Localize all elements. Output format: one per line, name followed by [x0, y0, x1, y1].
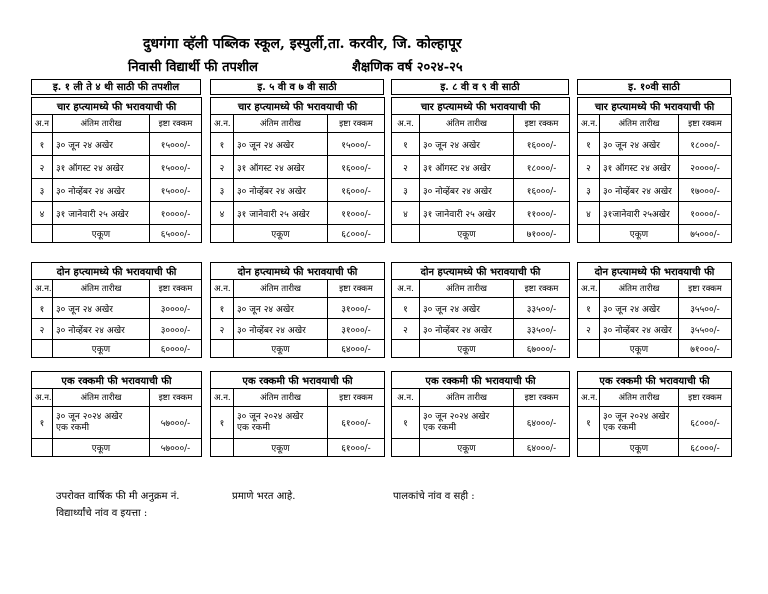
- column-header-date: अंतिम तारीख: [600, 280, 679, 298]
- column-header-amount: इष्टा रक्कम: [328, 280, 385, 298]
- total-blank: [578, 439, 600, 457]
- row-date: [234, 407, 328, 439]
- row-sn: ३: [211, 179, 234, 202]
- footer-parent-signature: पालकांचे नांव व सही :: [393, 491, 475, 502]
- column-header-date: अंतिम तारीख: [420, 389, 514, 407]
- row-sn: १: [211, 298, 234, 319]
- row-amount: १६०००/-: [514, 179, 570, 202]
- column-header-sn: अ.न.: [392, 280, 420, 298]
- total-label: एकूण: [600, 439, 679, 457]
- total-row: [392, 225, 570, 243]
- total-blank: [32, 439, 53, 457]
- one-installment-table: [391, 371, 570, 457]
- column-header-sn: अ.न.: [211, 115, 234, 133]
- row-sn: २: [392, 319, 420, 340]
- column-header-date: अंतिम तारीख: [600, 389, 679, 407]
- table-title: दोन हप्त्यामध्ये फी भरावयाची फी: [32, 263, 202, 280]
- row-sn: ४: [32, 202, 53, 225]
- total-row: [211, 340, 385, 358]
- column-header-amount: इष्टा रक्कम: [679, 115, 732, 133]
- row-sn: १: [211, 133, 234, 156]
- row-date: ३१ ऑगस्ट २४ अखेर: [600, 156, 679, 179]
- row-amount: ५७०००/-: [150, 407, 202, 439]
- row-amount: ३१०००/-: [328, 298, 385, 319]
- table-row: [211, 319, 385, 340]
- group-title: इ. ८ वी व ९ वी साठी: [391, 79, 569, 95]
- row-date: ३१ जानेवारी २५ अखेर: [53, 202, 150, 225]
- column-header-date: अंतिम तारीख: [53, 389, 150, 407]
- row-amount: १६०००/-: [328, 156, 385, 179]
- row-sn: १: [578, 133, 600, 156]
- row-date: ३० नोव्हेंबर २४ अखेर: [53, 319, 150, 340]
- row-date: ३० नोव्हेंबर २४ अखेर: [420, 319, 514, 340]
- total-blank: [392, 225, 420, 243]
- row-sn: १: [32, 407, 53, 439]
- row-sn: २: [578, 156, 600, 179]
- table-title: एक रक्कमी फी भरावयाची फी: [32, 372, 202, 389]
- footer-receipt-text: उपरोक्त वार्षिक फी मी अनुक्रम नं.: [56, 491, 180, 502]
- row-date: ३० जून २४ अखेर: [234, 133, 328, 156]
- total-amount: ६१०००/-: [328, 439, 385, 457]
- row-amount: २००००/-: [679, 156, 732, 179]
- row-sn: २: [578, 319, 600, 340]
- row-amount: ६१०००/-: [328, 407, 385, 439]
- table-row: [392, 298, 570, 319]
- table-row: [32, 319, 202, 340]
- row-date: ३१ जानेवारी २५ अखेर: [420, 202, 514, 225]
- row-sn: ३: [578, 179, 600, 202]
- row-sn: ४: [578, 202, 600, 225]
- column-header-date: अंतिम तारीख: [234, 389, 328, 407]
- two-installment-table: [391, 262, 570, 358]
- row-amount: १५०००/-: [150, 133, 202, 156]
- total-row: [578, 340, 732, 358]
- column-header-amount: इष्टा रक्कम: [150, 389, 202, 407]
- row-date: ३० जून २४ अखेर: [420, 133, 514, 156]
- total-blank: [32, 340, 53, 358]
- column-header-amount: इष्टा रक्कम: [328, 389, 385, 407]
- group-title: इ. १ ली ते ४ थी साठी फी तपशील: [31, 79, 201, 95]
- total-row: [32, 225, 202, 243]
- table-title: चार हप्त्यामध्ये फी भरावयाची फी: [578, 98, 732, 115]
- row-sn: २: [32, 156, 53, 179]
- total-label: एकूण: [420, 340, 514, 358]
- footer-student-name: विद्यार्थ्यांचे नांव व इयत्ता :: [56, 508, 148, 519]
- row-amount: ३१०००/-: [328, 319, 385, 340]
- row-date: ३० जून २४ अखेर: [600, 298, 679, 319]
- table-row: [32, 202, 202, 225]
- row-amount: ३३५००/-: [514, 319, 570, 340]
- group-title: इ. ५ वी व ७ वी साठी: [210, 79, 384, 95]
- column-header-date: अंतिम तारीख: [600, 115, 679, 133]
- row-sn: १: [211, 407, 234, 439]
- total-blank: [578, 340, 600, 358]
- row-date: [420, 407, 514, 439]
- table-row: [32, 407, 202, 439]
- column-header-sn: अ.न.: [211, 389, 234, 407]
- column-header-date: अंतिम तारीख: [420, 115, 514, 133]
- row-amount: ३००००/-: [150, 298, 202, 319]
- table-title: एक रक्कमी फी भरावयाची फी: [392, 372, 570, 389]
- row-date-line: ३० जून २०२४ अखेर: [603, 411, 670, 422]
- total-amount: ७५०००/-: [679, 225, 732, 243]
- four-installment-table: [210, 97, 385, 243]
- column-header-sn: अ.न.: [32, 389, 53, 407]
- row-date-note: एक रकमी: [423, 422, 457, 433]
- row-sn: १: [578, 407, 600, 439]
- table-title: दोन हप्त्यामध्ये फी भरावयाची फी: [392, 263, 570, 280]
- total-blank: [392, 340, 420, 358]
- row-amount: १५०००/-: [328, 133, 385, 156]
- table-row: [392, 202, 570, 225]
- row-date: [600, 407, 679, 439]
- total-label: एकूण: [234, 340, 328, 358]
- table-row: [578, 407, 732, 439]
- row-date: ३१ ऑगस्ट २४ अखेर: [420, 156, 514, 179]
- row-sn: ४: [392, 202, 420, 225]
- total-amount: ७१०००/-: [514, 225, 570, 243]
- row-amount: ११०००/-: [328, 202, 385, 225]
- total-label: एकूण: [53, 340, 150, 358]
- total-blank: [211, 439, 234, 457]
- column-header-amount: इष्टा रक्कम: [328, 115, 385, 133]
- row-amount: १००००/-: [150, 202, 202, 225]
- row-amount: ६८०००/-: [679, 407, 732, 439]
- table-row: [32, 133, 202, 156]
- row-date: ३० नोव्हेंबर २४ अखेर: [53, 179, 150, 202]
- table-row: [578, 133, 732, 156]
- table-row: [392, 407, 570, 439]
- table-row: [211, 407, 385, 439]
- total-amount: ६५०००/-: [150, 225, 202, 243]
- column-header-amount: इष्टा रक्कम: [150, 115, 202, 133]
- four-installment-table: [391, 97, 570, 243]
- row-date: ३१ ऑगस्ट २४ अखेर: [53, 156, 150, 179]
- column-header-sn: अ.न.: [211, 280, 234, 298]
- table-title: दोन हप्त्यामध्ये फी भरावयाची फी: [578, 263, 732, 280]
- column-header-date: अंतिम तारीख: [53, 115, 150, 133]
- academic-year: शैक्षणिक वर्ष २०२४-२५: [352, 60, 463, 75]
- row-amount: ३३५००/-: [514, 298, 570, 319]
- total-amount: ६७०००/-: [514, 340, 570, 358]
- row-amount: १६०००/-: [514, 133, 570, 156]
- column-header-sn: अ.न.: [32, 280, 53, 298]
- total-label: एकूण: [600, 340, 679, 358]
- row-date-note: एक रकमी: [56, 422, 90, 433]
- row-amount: ३५५००/-: [679, 319, 732, 340]
- row-date: ३० नोव्हेंबर २४ अखेर: [600, 319, 679, 340]
- table-row: [578, 319, 732, 340]
- table-title: चार हप्त्यामध्ये फी भरावयाची फी: [211, 98, 385, 115]
- row-date: ३० नोव्हेंबर २४ अखेर: [600, 179, 679, 202]
- row-amount: १८०००/-: [679, 133, 732, 156]
- table-row: [211, 133, 385, 156]
- row-date: ३१ जानेवारी २५ अखेर: [234, 202, 328, 225]
- total-label: एकूण: [420, 439, 514, 457]
- column-header-sn: अ.न.: [392, 389, 420, 407]
- row-sn: २: [32, 319, 53, 340]
- row-sn: १: [32, 133, 53, 156]
- total-blank: [32, 225, 53, 243]
- table-row: [392, 156, 570, 179]
- four-installment-table: [31, 97, 202, 243]
- row-sn: ३: [32, 179, 53, 202]
- row-amount: १६०००/-: [328, 179, 385, 202]
- total-row: [32, 439, 202, 457]
- column-header-sn: अ.न.: [392, 115, 420, 133]
- row-amount: १७०००/-: [679, 179, 732, 202]
- two-installment-table: [577, 262, 732, 358]
- table-title: चार हप्त्यामध्ये फी भरावयाची फी: [392, 98, 570, 115]
- row-sn: ३: [392, 179, 420, 202]
- row-sn: १: [392, 133, 420, 156]
- total-label: एकूण: [420, 225, 514, 243]
- group-title: इ. १०वी साठी: [577, 79, 731, 95]
- total-blank: [392, 439, 420, 457]
- row-sn: २: [211, 156, 234, 179]
- row-amount: १००००/-: [679, 202, 732, 225]
- row-amount: ३५५००/-: [679, 298, 732, 319]
- total-amount: ६४०००/-: [328, 340, 385, 358]
- footer-payment-text: प्रमाणे भरत आहे.: [232, 491, 296, 502]
- total-row: [32, 340, 202, 358]
- column-header-amount: इष्टा रक्कम: [514, 280, 570, 298]
- table-row: [392, 319, 570, 340]
- row-date: ३० जून २४ अखेर: [600, 133, 679, 156]
- table-row: [392, 179, 570, 202]
- row-amount: ६४०००/-: [514, 407, 570, 439]
- total-blank: [211, 340, 234, 358]
- table-title: एक रक्कमी फी भरावयाची फी: [578, 372, 732, 389]
- row-amount: १५०००/-: [150, 179, 202, 202]
- table-row: [578, 298, 732, 319]
- row-date: [53, 407, 150, 439]
- total-row: [211, 225, 385, 243]
- total-amount: ७१०००/-: [679, 340, 732, 358]
- row-date-note: एक रकमी: [603, 422, 637, 433]
- table-row: [32, 298, 202, 319]
- row-date-note: एक रकमी: [237, 422, 271, 433]
- row-date-line: ३० जून २०२४ अखेर: [56, 411, 123, 422]
- column-header-amount: इष्टा रक्कम: [150, 280, 202, 298]
- table-row: [578, 156, 732, 179]
- total-row: [211, 439, 385, 457]
- row-date: ३० जून २४ अखेर: [53, 133, 150, 156]
- page-subtitle: निवासी विद्यार्थी फी तपशील: [128, 60, 258, 75]
- row-sn: १: [392, 298, 420, 319]
- row-sn: २: [211, 319, 234, 340]
- row-date: ३० नोव्हेंबर २४ अखेर: [420, 179, 514, 202]
- table-row: [211, 298, 385, 319]
- row-amount: ३००००/-: [150, 319, 202, 340]
- table-row: [32, 156, 202, 179]
- row-date: ३० जून २४ अखेर: [53, 298, 150, 319]
- row-date: ३० जून २४ अखेर: [234, 298, 328, 319]
- column-header-amount: इष्टा रक्कम: [514, 389, 570, 407]
- row-date-line: ३० जून २०२४ अखेर: [423, 411, 490, 422]
- row-date-line: ३० जून २०२४ अखेर: [237, 411, 304, 422]
- table-row: [211, 202, 385, 225]
- column-header-date: अंतिम तारीख: [234, 115, 328, 133]
- total-label: एकूण: [53, 439, 150, 457]
- total-amount: ६४०००/-: [514, 439, 570, 457]
- one-installment-table: [577, 371, 732, 457]
- column-header-sn: अ.न: [32, 115, 53, 133]
- row-date: ३१जानेवारी २५अखेर: [600, 202, 679, 225]
- column-header-date: अंतिम तारीख: [420, 280, 514, 298]
- two-installment-table: [31, 262, 202, 358]
- table-title: चार हप्त्यामध्ये फी भरावयाची फी: [32, 98, 202, 115]
- total-row: [392, 340, 570, 358]
- row-amount: ११०००/-: [514, 202, 570, 225]
- total-row: [392, 439, 570, 457]
- column-header-date: अंतिम तारीख: [234, 280, 328, 298]
- column-header-sn: अ.न.: [578, 280, 600, 298]
- row-date: ३१ ऑगस्ट २४ अखेर: [234, 156, 328, 179]
- table-row: [211, 179, 385, 202]
- total-blank: [578, 225, 600, 243]
- total-label: एकूण: [234, 225, 328, 243]
- total-amount: ५७०००/-: [150, 439, 202, 457]
- row-sn: १: [578, 298, 600, 319]
- row-sn: १: [392, 407, 420, 439]
- table-row: [392, 133, 570, 156]
- row-sn: १: [32, 298, 53, 319]
- total-amount: ६८०००/-: [679, 439, 732, 457]
- table-row: [578, 179, 732, 202]
- total-label: एकूण: [53, 225, 150, 243]
- total-blank: [211, 225, 234, 243]
- row-date: ३० जून २४ अखेर: [420, 298, 514, 319]
- total-row: [578, 225, 732, 243]
- one-installment-table: [210, 371, 385, 457]
- total-amount: ६८०००/-: [328, 225, 385, 243]
- row-sn: ४: [211, 202, 234, 225]
- one-installment-table: [31, 371, 202, 457]
- column-header-date: अंतिम तारीख: [53, 280, 150, 298]
- row-sn: २: [392, 156, 420, 179]
- table-row: [211, 156, 385, 179]
- row-date: ३० नोव्हेंबर २४ अखेर: [234, 319, 328, 340]
- total-amount: ६००००/-: [150, 340, 202, 358]
- row-amount: १५०००/-: [150, 156, 202, 179]
- total-label: एकूण: [600, 225, 679, 243]
- total-row: [578, 439, 732, 457]
- four-installment-table: [577, 97, 732, 243]
- table-row: [32, 179, 202, 202]
- table-title: दोन हप्त्यामध्ये फी भरावयाची फी: [211, 263, 385, 280]
- row-date: ३० नोव्हेंबर २४ अखेर: [234, 179, 328, 202]
- column-header-amount: इष्टा रक्कम: [514, 115, 570, 133]
- two-installment-table: [210, 262, 385, 358]
- column-header-amount: इष्टा रक्कम: [679, 280, 732, 298]
- row-amount: १८०००/-: [514, 156, 570, 179]
- column-header-sn: अ.न.: [578, 389, 600, 407]
- total-label: एकूण: [234, 439, 328, 457]
- table-row: [578, 202, 732, 225]
- school-name: दुधगंगा व्हॅली पब्लिक स्कूल, इस्पुर्ली,ता. करवीर, जि. कोल्हापूर: [143, 36, 462, 52]
- column-header-sn: अ.न.: [578, 115, 600, 133]
- column-header-amount: इष्टा रक्कम: [679, 389, 732, 407]
- table-title: एक रक्कमी फी भरावयाची फी: [211, 372, 385, 389]
